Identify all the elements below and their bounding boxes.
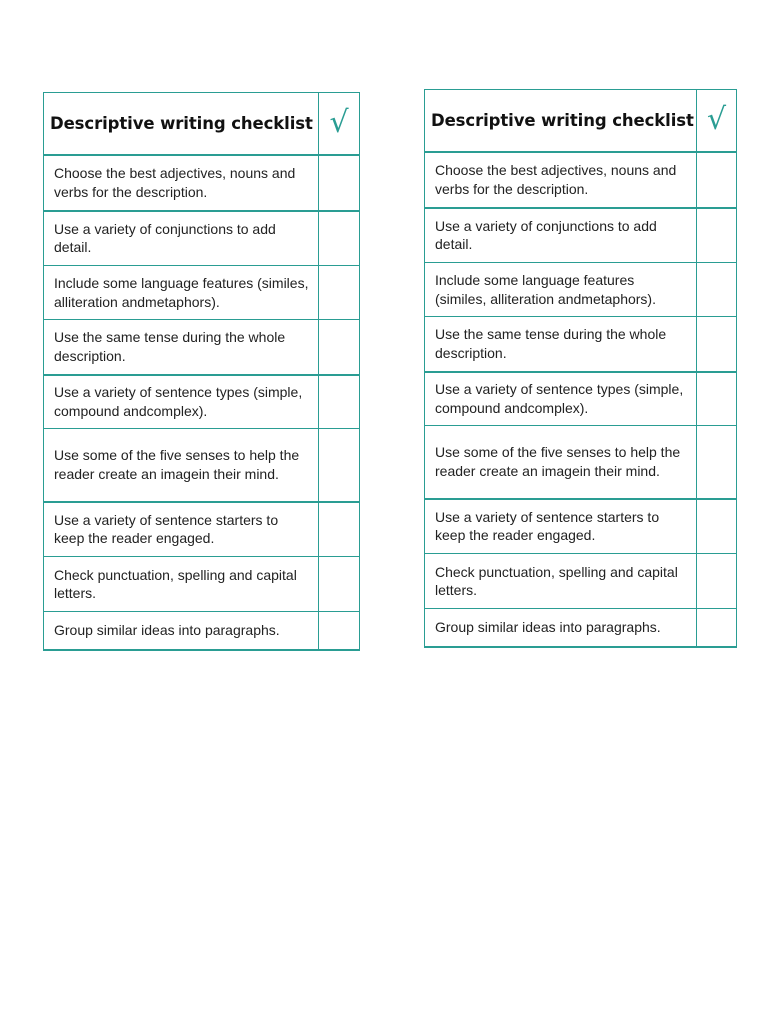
checklist-item: Use a variety of sentence starters to keep the reader engaged. <box>44 502 319 557</box>
checkbox-cell[interactable] <box>697 372 737 426</box>
checklist-item: Use a variety of sentence types (simple, compound andcomplex). <box>425 372 697 426</box>
checklist-item: Use a variety of sentence types (simple, compound andcomplex). <box>44 375 319 429</box>
checklist-item: Include some language features (similes, alliteration andmetaphors). <box>44 266 319 320</box>
checklist-item: Use some of the five senses to help the reader create an imagein their mind. <box>44 429 319 502</box>
checklist-item: Use a variety of sentence starters to keep the reader engaged. <box>425 499 697 554</box>
checklist-item: Use a variety of conjunctions to add detail. <box>44 211 319 266</box>
checklist-item: Group similar ideas into paragraphs. <box>425 609 697 647</box>
descriptive-writing-checklist-right <box>424 89 737 648</box>
checkbox-cell[interactable] <box>319 429 360 502</box>
checklist-item: Use the same tense during the whole description. <box>44 320 319 375</box>
checklist-item: Choose the best adjectives, nouns and verbs for the description. <box>44 155 319 211</box>
checkbox-cell[interactable] <box>697 263 737 317</box>
checklist-item: Choose the best adjectives, nouns and verbs for the description. <box>425 152 697 208</box>
checklist-item: Use the same tense during the whole description. <box>425 317 697 372</box>
checkbox-cell[interactable] <box>319 155 360 211</box>
checkbox-cell[interactable] <box>697 554 737 609</box>
checkbox-cell[interactable] <box>697 208 737 263</box>
check-mark-icon: √ <box>697 90 737 152</box>
checkbox-cell[interactable] <box>697 152 737 208</box>
checkbox-cell[interactable] <box>319 320 360 375</box>
checklist-item: Use some of the five senses to help the reader create an imagein their mind. <box>425 426 697 499</box>
checklist-item: Check punctuation, spelling and capital letters. <box>425 554 697 609</box>
checklist-title: Descriptive writing checklist <box>425 90 697 152</box>
checklist-item: Group similar ideas into paragraphs. <box>44 612 319 650</box>
checkbox-cell[interactable] <box>319 612 360 650</box>
checkbox-cell[interactable] <box>319 375 360 429</box>
checkbox-cell[interactable] <box>697 317 737 372</box>
checklist-title: Descriptive writing checklist <box>44 93 319 155</box>
checkbox-cell[interactable] <box>319 266 360 320</box>
checkbox-cell[interactable] <box>319 211 360 266</box>
checkbox-cell[interactable] <box>697 609 737 647</box>
descriptive-writing-checklist-left <box>43 92 360 651</box>
checkbox-cell[interactable] <box>319 557 360 612</box>
checklist-item: Include some language features (similes, alliteration andmetaphors). <box>425 263 697 317</box>
check-mark-icon: √ <box>319 93 360 155</box>
checkbox-cell[interactable] <box>697 499 737 554</box>
checklist-item: Use a variety of conjunctions to add detail. <box>425 208 697 263</box>
checkbox-cell[interactable] <box>319 502 360 557</box>
checkbox-cell[interactable] <box>697 426 737 499</box>
checklist-item: Check punctuation, spelling and capital letters. <box>44 557 319 612</box>
